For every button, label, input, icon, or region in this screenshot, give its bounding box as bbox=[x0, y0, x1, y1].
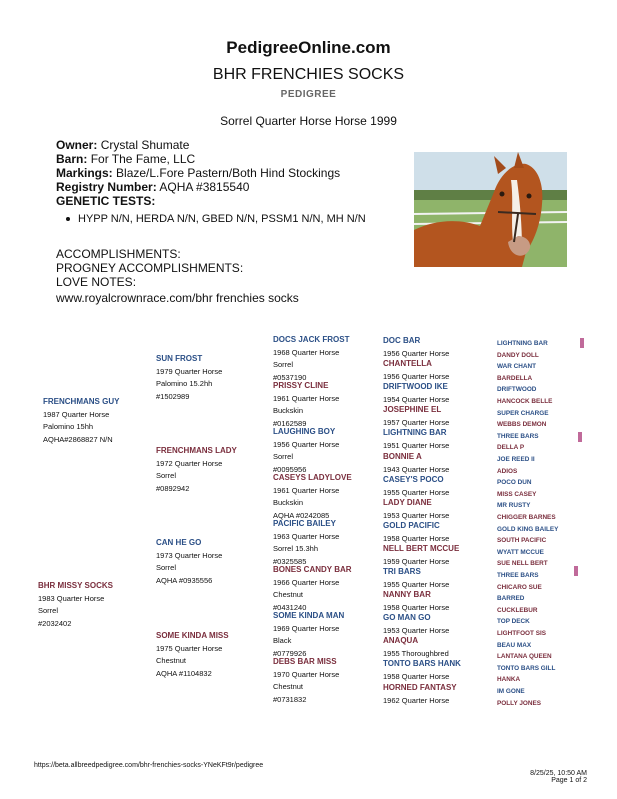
gen5-name-link[interactable]: CHIGGER BARNES bbox=[497, 514, 556, 521]
horse-name-link[interactable]: NELL BERT MCCUE bbox=[383, 544, 460, 553]
horse-name-link[interactable]: TONTO BARS HANK bbox=[383, 659, 461, 668]
horse-detail: AQHA #0935556 bbox=[156, 575, 213, 585]
horse-name-link[interactable]: GO MAN GO bbox=[383, 613, 431, 622]
horse-detail: 1957 Quarter Horse bbox=[383, 417, 450, 427]
genetic-tests-value: HYPP N/N, HERDA N/N, GBED N/N, PSSM1 N/N, MH N/N bbox=[78, 213, 366, 225]
highlight-marker bbox=[578, 432, 582, 442]
gen4-block bbox=[383, 497, 449, 522]
gen4-block bbox=[383, 427, 449, 452]
dam-block bbox=[38, 580, 113, 630]
horse-name-link[interactable]: SOME KINDA MISS bbox=[156, 631, 229, 640]
horse-detail: 1979 Quarter Horse bbox=[156, 366, 223, 376]
print-date: 8/25/25, 10:50 AM bbox=[530, 770, 587, 777]
horse-detail: 1975 Quarter Horse bbox=[156, 643, 223, 653]
gen2-block bbox=[156, 445, 237, 495]
gen5-name-link[interactable]: GOLD KING BAILEY bbox=[497, 526, 559, 533]
horse-name-link[interactable]: SOME KINDA MAN bbox=[273, 611, 345, 620]
horse-detail: #2032402 bbox=[38, 618, 72, 628]
gen5-name-link[interactable]: DRIFTWOOD bbox=[497, 386, 537, 393]
horse-detail: #0779926 bbox=[273, 648, 307, 658]
owner-row: Owner: Crystal Shumate bbox=[56, 138, 190, 152]
horse-detail: Sorrel bbox=[273, 452, 294, 461]
horse-detail: #0162589 bbox=[273, 418, 307, 428]
gen5-name-link[interactable]: WYATT MCCUE bbox=[497, 549, 544, 556]
markings-value: Blaze/L.Fore Pastern/Both Hind Stockings bbox=[116, 166, 341, 180]
horse-name-link[interactable]: HORNED FANTASY bbox=[383, 683, 457, 692]
horse-detail: Chestnut bbox=[273, 682, 304, 691]
horse-detail: 1987 Quarter Horse bbox=[43, 409, 110, 419]
gen5-name-link[interactable]: LANTANA QUEEN bbox=[497, 653, 552, 660]
gen3-block bbox=[273, 334, 349, 384]
horse-detail: 1958 Quarter Horse bbox=[383, 602, 450, 612]
horse-name-link[interactable]: FRENCHMANS GUY bbox=[43, 397, 120, 406]
horse-detail: Chestnut bbox=[156, 656, 187, 665]
horse-name-link[interactable]: GOLD PACIFIC bbox=[383, 521, 440, 530]
horse-detail: 1956 Quarter Horse bbox=[273, 439, 340, 449]
gen5-name-link[interactable]: DELLA P bbox=[497, 444, 525, 451]
barn-value: For The Fame, LLC bbox=[90, 152, 196, 166]
barn-row: Barn: For The Fame, LLC bbox=[56, 152, 196, 166]
horse-detail: Sorrel 15.3hh bbox=[273, 544, 319, 553]
horse-detail: 1970 Quarter Horse bbox=[273, 669, 340, 679]
gen4-block bbox=[383, 635, 449, 660]
progeny-accomplishments-label: PROGNEY ACCOMPLISHMENTS: bbox=[56, 261, 244, 275]
horse-detail: Sorrel bbox=[38, 606, 59, 615]
horse-detail: 1959 Quarter Horse bbox=[383, 556, 450, 566]
gen5-name-link[interactable]: ADIOS bbox=[497, 468, 518, 475]
horse-detail: 1943 Quarter Horse bbox=[383, 464, 450, 474]
gen4-block bbox=[383, 658, 461, 683]
gen3-block bbox=[273, 472, 352, 522]
gen4-block bbox=[383, 358, 449, 383]
love-notes-label: LOVE NOTES: bbox=[56, 275, 137, 289]
horse-detail: Buckskin bbox=[273, 406, 304, 415]
horse-detail: Chestnut bbox=[273, 590, 304, 599]
horse-detail: Sorrel bbox=[156, 471, 177, 480]
sire-block bbox=[43, 396, 119, 446]
gen2-block bbox=[156, 537, 222, 587]
highlight-marker bbox=[580, 338, 584, 348]
gen3-block bbox=[273, 426, 339, 476]
gen5-name-link[interactable]: MR RUSTY bbox=[497, 502, 531, 509]
gen5-name-link[interactable]: WEBBS DEMON bbox=[497, 421, 547, 428]
horse-detail: 1983 Quarter Horse bbox=[38, 593, 105, 603]
registry-value: AQHA #3815540 bbox=[159, 180, 250, 194]
horse-name-link[interactable]: DRIFTWOOD IKE bbox=[383, 382, 448, 391]
gen3-block bbox=[273, 564, 352, 614]
accomplishments-label: ACCOMPLISHMENTS: bbox=[56, 247, 181, 261]
gen5-name-link[interactable]: SUE NELL BERT bbox=[497, 560, 548, 567]
horse-name-link[interactable]: PACIFIC BAILEY bbox=[273, 519, 336, 528]
horse-detail: 1955 Thoroughbred bbox=[383, 648, 449, 658]
horse-detail: 1973 Quarter Horse bbox=[156, 550, 223, 560]
horse-detail: 1969 Quarter Horse bbox=[273, 623, 340, 633]
gen3-block bbox=[273, 518, 339, 568]
gen4-block bbox=[383, 589, 449, 614]
horse-name-link[interactable]: BONES CANDY BAR bbox=[273, 565, 352, 574]
gen4-block bbox=[383, 381, 449, 406]
horse-name: BHR FRENCHIES SOCKS bbox=[212, 66, 405, 83]
horse-name-link[interactable]: CHANTELLA bbox=[383, 359, 432, 368]
highlight-marker bbox=[574, 566, 578, 576]
gen5-name-link[interactable]: BARDELLA bbox=[497, 375, 533, 382]
horse-detail: 1956 Quarter Horse bbox=[383, 371, 450, 381]
page-number: Page 1 of 2 bbox=[551, 777, 587, 784]
gen3-block bbox=[273, 380, 339, 430]
gen5-name-link[interactable]: MISS CASEY bbox=[497, 491, 537, 498]
gen5-name-link[interactable]: SOUTH PACIFIC bbox=[497, 537, 547, 544]
horse-detail: Buckskin bbox=[273, 498, 304, 507]
gen4-block bbox=[383, 520, 449, 545]
gen4-block bbox=[383, 404, 449, 429]
horse-detail: #0537190 bbox=[273, 372, 307, 382]
gen2-block bbox=[156, 630, 229, 680]
horse-name-link[interactable]: LADY DIANE bbox=[383, 498, 432, 507]
gen4-block bbox=[383, 543, 459, 568]
gen5-name-link[interactable]: WAR CHANT bbox=[497, 363, 537, 370]
horse-detail: #0892942 bbox=[156, 483, 190, 493]
gen5-name-link[interactable]: POCO DUN bbox=[497, 479, 532, 486]
horse-detail: 1966 Quarter Horse bbox=[273, 577, 340, 587]
horse-name-link[interactable]: DEBS BAR MISS bbox=[273, 657, 337, 666]
horse-detail: 1955 Quarter Horse bbox=[383, 487, 450, 497]
gen2-block bbox=[156, 353, 222, 403]
horse-name-link[interactable]: DOCS JACK FROST bbox=[273, 335, 350, 344]
gen5-name-link[interactable]: THREE BARS bbox=[497, 433, 539, 440]
horse-detail: #1502989 bbox=[156, 391, 190, 401]
horse-name-link[interactable]: BONNIE A bbox=[383, 452, 422, 461]
horse-detail: 1956 Quarter Horse bbox=[383, 348, 450, 358]
gen5-name-link[interactable]: BARRED bbox=[497, 595, 525, 602]
horse-detail: AQHA#2868827 N/N bbox=[43, 434, 113, 444]
gen5-name-link[interactable]: CUCKLEBUR bbox=[497, 607, 538, 614]
gen4-block bbox=[383, 566, 449, 591]
horse-detail: Sorrel bbox=[156, 563, 177, 572]
horse-detail: 1953 Quarter Horse bbox=[383, 625, 450, 635]
horse-detail: #0731832 bbox=[273, 694, 307, 704]
gen5-name-link[interactable]: JOE REED II bbox=[497, 456, 535, 463]
horse-detail: Sorrel bbox=[273, 360, 294, 369]
gen4-block bbox=[383, 335, 449, 360]
horse-name-link[interactable]: CASEY'S POCO bbox=[383, 475, 444, 484]
horse-name-link[interactable]: CAN HE GO bbox=[156, 538, 202, 547]
horse-name-link[interactable]: BHR MISSY SOCKS bbox=[38, 581, 113, 590]
gen5-name-link[interactable]: BEAU MAX bbox=[497, 642, 532, 649]
horse-name-link[interactable]: NANNY BAR bbox=[383, 590, 431, 599]
horse-detail: 1968 Quarter Horse bbox=[273, 347, 340, 357]
footer-date bbox=[507, 770, 587, 784]
horse-description: Sorrel Quarter Horse Horse 1999 bbox=[220, 114, 397, 128]
horse-name-link[interactable]: JOSEPHINE EL bbox=[383, 405, 442, 414]
gen4-block bbox=[383, 612, 449, 637]
gen3-block bbox=[273, 656, 339, 706]
horse-detail: AQHA #0242085 bbox=[273, 510, 330, 520]
genetic-tests-label: GENETIC TESTS: bbox=[56, 194, 156, 208]
gen5-name-link[interactable]: HANCOCK BELLE bbox=[497, 398, 553, 405]
love-notes-link[interactable]: www.royalcrownrace.com/bhr frenchies socks bbox=[56, 291, 299, 305]
gen5-name-link[interactable]: HANKA bbox=[497, 676, 521, 683]
horse-name-link[interactable]: FRENCHMANS LADY bbox=[156, 446, 237, 455]
gen5-name-link[interactable]: TONTO BARS GILL bbox=[497, 665, 556, 672]
horse-detail: 1963 Quarter Horse bbox=[273, 531, 340, 541]
gen3-block bbox=[273, 610, 344, 660]
gen4-block bbox=[383, 451, 449, 476]
horse-detail: 1951 Quarter Horse bbox=[383, 440, 450, 450]
horse-name-link[interactable]: PRISSY CLINE bbox=[273, 381, 329, 390]
pedigree-subtitle: PEDIGREE bbox=[280, 89, 337, 100]
horse-detail: 1955 Quarter Horse bbox=[383, 579, 450, 589]
horse-name-link[interactable]: CASEYS LADYLOVE bbox=[273, 473, 352, 482]
horse-detail: Palomino 15hh bbox=[43, 422, 94, 431]
gen5-name-link[interactable]: CHICARO SUE bbox=[497, 584, 542, 591]
gen5-name-link[interactable]: SUPER CHARGE bbox=[497, 410, 549, 417]
gen5-name-link[interactable]: TOP DECK bbox=[497, 618, 530, 625]
gen4-block bbox=[383, 474, 449, 499]
horse-name-link[interactable]: TRI BARS bbox=[383, 567, 421, 576]
gen5-name-link[interactable]: POLLY JONES bbox=[497, 700, 542, 707]
horse-detail: 1954 Quarter Horse bbox=[383, 394, 450, 404]
gen5-name-link[interactable]: THREE BARS bbox=[497, 572, 539, 579]
horse-detail: AQHA #1104832 bbox=[156, 668, 212, 678]
owner-value: Crystal Shumate bbox=[100, 138, 190, 152]
registry-row: Registry Number: AQHA #3815540 bbox=[56, 180, 250, 194]
horse-name-link[interactable]: LIGHTNING BAR bbox=[383, 428, 447, 437]
horse-name-link[interactable]: ANAQUA bbox=[383, 636, 419, 645]
gen5-name-link[interactable]: IM GONE bbox=[497, 688, 525, 695]
footer-url[interactable]: https://beta.allbreedpedigree.com/bhr-frenchies-socks-YNeKFt9r/pedigree bbox=[34, 762, 264, 769]
horse-detail: 1958 Quarter Horse bbox=[383, 671, 450, 681]
gen4-block bbox=[383, 682, 457, 707]
horse-detail: #0325585 bbox=[273, 556, 307, 566]
horse-detail: 1962 Quarter Horse bbox=[383, 695, 450, 705]
horse-name-link[interactable]: LAUGHING BOY bbox=[273, 427, 336, 436]
horse-detail: 1972 Quarter Horse bbox=[156, 458, 223, 468]
markings-row: Markings: Blaze/L.Fore Pastern/Both Hind Stockings bbox=[56, 166, 341, 180]
horse-detail: #0095956 bbox=[273, 464, 307, 474]
horse-name-link[interactable]: DOC BAR bbox=[383, 336, 421, 345]
horse-detail: 1961 Quarter Horse bbox=[273, 393, 340, 403]
horse-detail: 1961 Quarter Horse bbox=[273, 485, 340, 495]
horse-name-link[interactable]: SUN FROST bbox=[156, 354, 203, 363]
horse-detail: Black bbox=[273, 636, 292, 645]
horse-detail: Palomino 15.2hh bbox=[156, 379, 213, 388]
gen5-name-link[interactable]: LIGHTNING BAR bbox=[497, 340, 548, 347]
site-title: PedigreeOnline.com bbox=[226, 38, 391, 57]
gen5-name-link[interactable]: DANDY DOLL bbox=[497, 352, 539, 359]
horse-detail: 1953 Quarter Horse bbox=[383, 510, 450, 520]
horse-detail: #0431240 bbox=[273, 602, 307, 612]
horse-detail: 1958 Quarter Horse bbox=[383, 533, 450, 543]
gen5-name-link[interactable]: LIGHTFOOT SIS bbox=[497, 630, 546, 637]
